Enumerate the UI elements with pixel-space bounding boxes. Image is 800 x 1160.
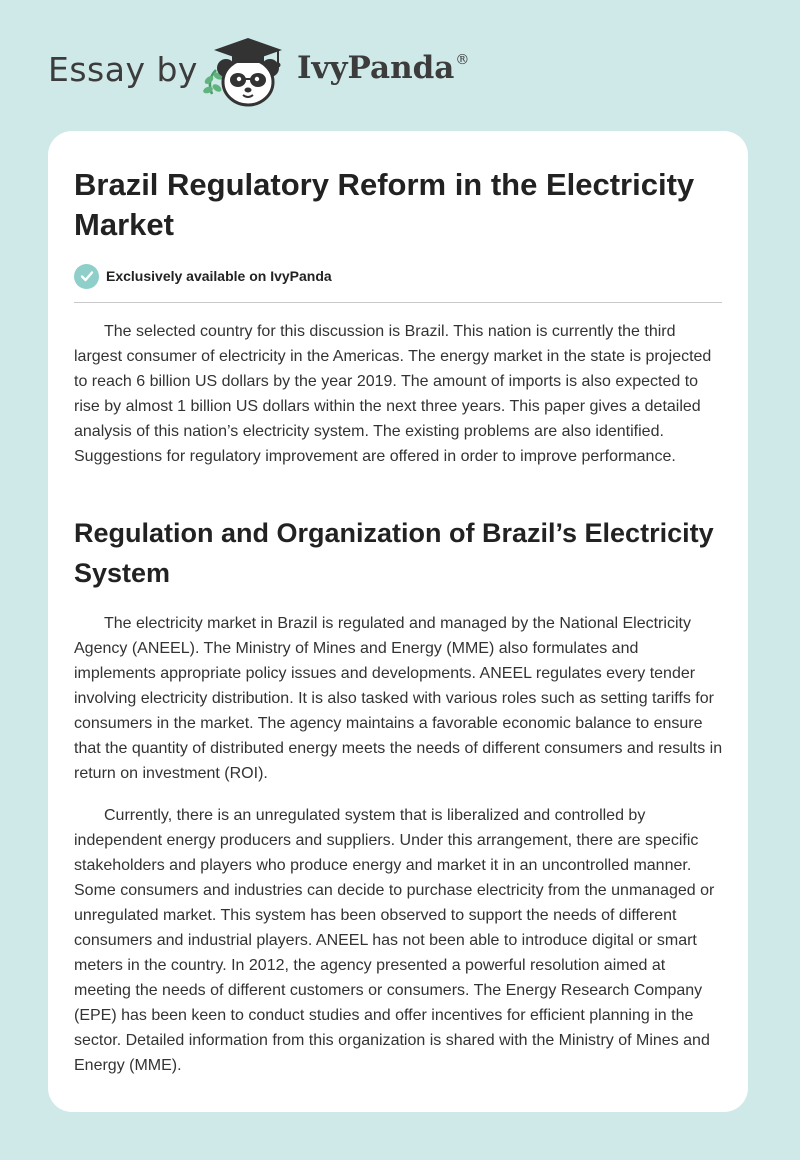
body-paragraph-1: The electricity market in Brazil is regulated and managed by the National Electricity Agency (ANEEL). The Ministry of Mines and Energy (MME) also formulates and implements appropriate policy issues and developments. ANEEL regulates every tender involving electricity distribution. It is also tasked with various roles such as setting tariffs for consumers in the market. The agency maintains a favorable economic balance to ensure that the quantity of distributed energy meets the needs of different consumers and results in return on investment (ROI). — [74, 615, 723, 782]
section-heading: Regulation and Organization of Brazil’s Electricity System — [74, 518, 714, 588]
article-card — [48, 131, 748, 1112]
brand-text: IvyPanda — [297, 50, 455, 86]
divider — [74, 302, 722, 303]
intro-paragraph: The selected country for this discussion is Brazil. This nation is currently the third largest consumer of electricity in the Americas. The energy market in the state is projected to reach 6 billion US dollars by the year 2019. The amount of imports is also expected to rise by almost 1 billion US dollars within the next three years. This paper gives a detailed analysis of this nation’s electricity system. The existing problems are also identified. Suggestions for regulatory improvement are offered in order to improve performance. — [74, 323, 712, 465]
badge-label: Exclusively available on IvyPanda — [106, 268, 332, 284]
brand-name[interactable] — [297, 50, 469, 86]
site-header — [0, 0, 800, 130]
panda-logo-icon[interactable] — [198, 32, 294, 110]
page-title: Brazil Regulatory Reform in the Electricity Market — [74, 167, 695, 242]
check-icon — [74, 264, 99, 289]
essay-by-label: Essay by — [48, 50, 198, 89]
body-paragraph-2: Currently, there is an unregulated system that is liberalized and controlled by independent energy producers and suppliers. Under this arrangement, there are specific stakeholders and players who produce energy and market it in an uncontrolled manner. Some consumers and industries can decide to purchase electricity from the unmanaged or unregulated market. This system has been observed to support the needs of different consumers and industrial players. ANEEL has not been able to introduce digital or smart meters in the country. In 2012, the agency presented a powerful resolution aimed at meeting the needs of different customers or consumers. The Energy Research Company (EPE) has been keen to conduct studies and offer incentives for efficient planning in the sector. Detailed information from this organization is shared with the Ministry of Mines and Energy (MME). — [74, 807, 715, 1074]
registered-mark: ® — [455, 52, 470, 68]
exclusive-badge — [74, 263, 332, 289]
